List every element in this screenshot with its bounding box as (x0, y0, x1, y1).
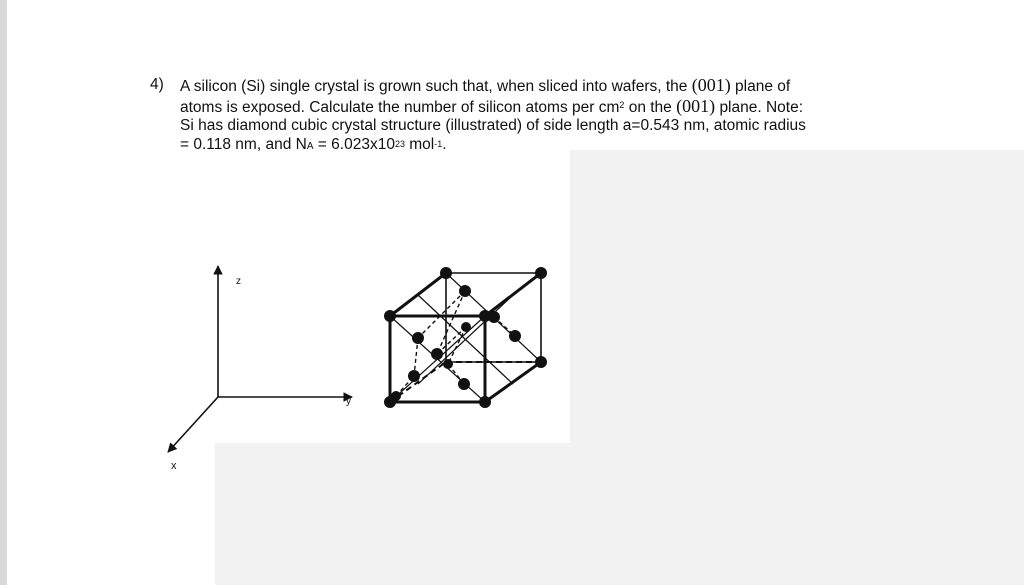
x-axis-label: x (171, 460, 177, 472)
question-line-2: atoms is exposed. Calculate the number of silicon atoms per $cm^2$ on the (001) plane. Note: (180, 95, 804, 116)
coordinate-axes (168, 266, 352, 452)
z-axis-label: z (236, 276, 241, 287)
unit-cell-diagram (384, 267, 547, 408)
y-axis-label: y (346, 396, 351, 407)
question-line-1: A silicon (Si) single crystal is grown such that, when sliced into wafers, the (001) plane of (180, 75, 791, 95)
question-line-3: Si has diamond cubic crystal structure (illustrated) of side length a=0.543 nm, atomic radius (180, 117, 806, 134)
question-line-4: = 0.118 nm, and NA = $6.023x10^{23}$ mol$^{-1}$. (180, 135, 447, 153)
question-number: 4) (150, 76, 164, 93)
x-axis (168, 397, 218, 452)
